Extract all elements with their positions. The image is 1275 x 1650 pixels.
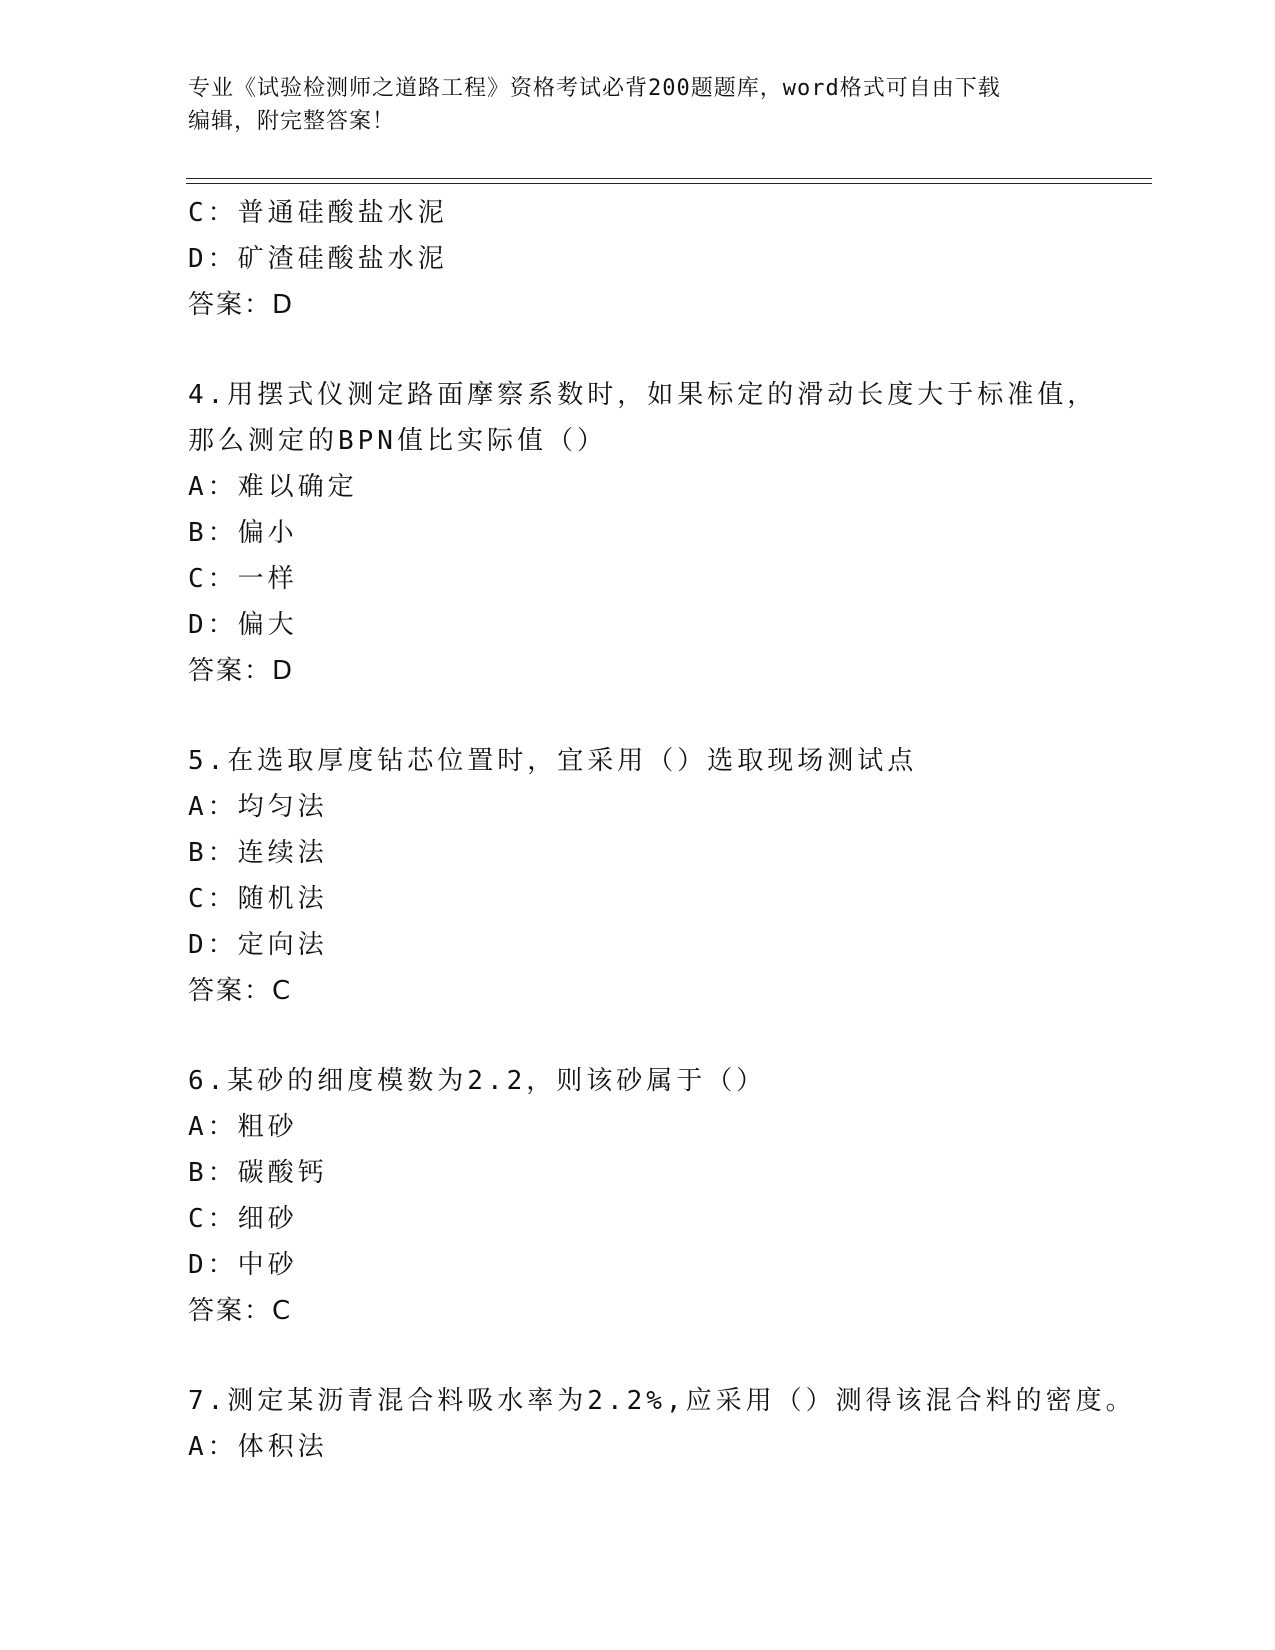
document-header: [188, 72, 1088, 138]
question-stem: 4.用摆式仪测定路面摩察系数时，如果标定的滑动长度大于标准值，: [188, 380, 1098, 410]
spacer: [188, 694, 1148, 738]
header-divider-top: [186, 178, 1152, 179]
header-title-line-1: 专业《试验检测师之道路工程》资格考试必背200题题库，word格式可自由下载: [188, 76, 1001, 101]
answer: 答案：D: [188, 656, 295, 686]
question-stem: 5.在选取厚度钻芯位置时，宜采用（）选取现场测试点: [188, 746, 918, 776]
option-d: D：中砂: [188, 1250, 298, 1280]
option-a: A：体积法: [188, 1432, 328, 1462]
spacer: [188, 1334, 1148, 1378]
header-title-line-2: 编辑，附完整答案！: [188, 109, 396, 134]
question-5: [188, 738, 1148, 1014]
spacer: [188, 1014, 1148, 1058]
option-d: D：定向法: [188, 930, 328, 960]
question-6: [188, 1058, 1148, 1334]
option-c: C：普通硅酸盐水泥: [188, 198, 448, 228]
option-a: A：难以确定: [188, 472, 358, 502]
option-a: A：粗砂: [188, 1112, 298, 1142]
header-divider-bottom: [186, 183, 1152, 184]
option-b: B：碳酸钙: [188, 1158, 328, 1188]
option-b: B：连续法: [188, 838, 328, 868]
answer: 答案：C: [188, 1296, 293, 1326]
option-b: B：偏小: [188, 518, 298, 548]
question-3: [188, 190, 1148, 328]
question-stem: 6.某砂的细度模数为2.2，则该砂属于（）: [188, 1066, 767, 1096]
option-d: D：矿渣硅酸盐水泥: [188, 244, 448, 274]
question-stem: 7.测定某沥青混合料吸水率为2.2%,应采用（）测得该混合料的密度。: [188, 1386, 1136, 1416]
spacer: [188, 328, 1148, 372]
option-d: D：偏大: [188, 610, 298, 640]
option-c: C：随机法: [188, 884, 328, 914]
answer: 答案：D: [188, 290, 295, 320]
question-7: [188, 1378, 1148, 1470]
option-c: C：一样: [188, 564, 298, 594]
question-stem-continued: 那么测定的BPN值比实际值（）: [188, 426, 607, 456]
option-c: C：细砂: [188, 1204, 298, 1234]
question-list: [188, 190, 1148, 1470]
option-a: A：均匀法: [188, 792, 328, 822]
question-4: [188, 372, 1148, 694]
answer: 答案：C: [188, 976, 293, 1006]
